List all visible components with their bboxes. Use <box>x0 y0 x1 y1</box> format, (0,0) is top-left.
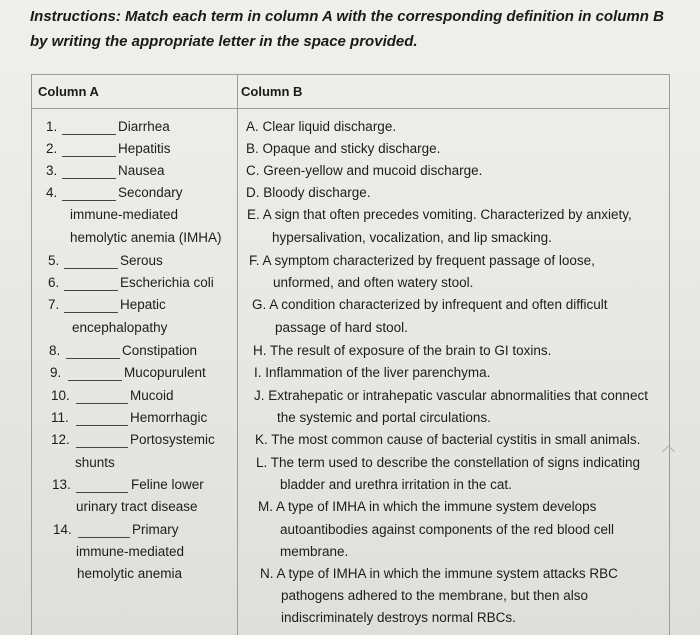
item-number: 12. <box>51 432 70 447</box>
item-number: 6. <box>48 275 60 290</box>
term-continuation: hemolytic anemia <box>77 566 183 581</box>
matching-table <box>31 74 670 635</box>
instructions <box>30 4 690 54</box>
definition-line: A. Clear liquid discharge. <box>246 119 397 134</box>
item-number: 14. <box>53 522 72 537</box>
header-divider <box>32 108 669 109</box>
item-number: 10. <box>51 388 70 403</box>
answer-blank <box>76 425 128 426</box>
term-label: Nausea <box>118 163 165 178</box>
answer-blank <box>62 134 116 135</box>
item-number: 7. <box>48 297 60 312</box>
definition-line: D. Bloody discharge. <box>246 185 371 200</box>
definition-line: J. Extrahepatic or intrahepatic vascular abnormalities that connect <box>254 388 648 403</box>
term-label: Primary <box>132 522 179 537</box>
definition-line: bladder and urethra irritation in the cat. <box>280 477 512 492</box>
item-number: 9. <box>50 365 62 380</box>
term-continuation: hemolytic anemia (IMHA) <box>70 230 222 245</box>
term-continuation: shunts <box>75 455 115 470</box>
item-number: 4. <box>46 185 58 200</box>
answer-blank <box>62 156 116 157</box>
item-number: 13. <box>52 477 71 492</box>
answer-blank <box>64 312 118 313</box>
answer-blank <box>64 290 118 291</box>
definition-line: the systemic and portal circulations. <box>277 410 491 425</box>
item-number: 1. <box>46 119 58 134</box>
term-continuation: encephalopathy <box>72 320 168 335</box>
term-continuation: urinary tract disease <box>76 499 198 514</box>
term-continuation: immune-mediated <box>76 544 185 559</box>
item-number: 8. <box>49 343 61 358</box>
definition-line: hypersalivation, vocalization, and lip smacking. <box>272 230 552 245</box>
term-label: Hepatitis <box>118 141 171 156</box>
definition-line: unformed, and often watery stool. <box>273 275 474 290</box>
definition-line: autoantibodies against components of the red blood cell <box>280 522 614 537</box>
definition-line: C. Green-yellow and mucoid discharge. <box>246 163 483 178</box>
definition-line: membrane. <box>280 544 349 559</box>
item-number: 11. <box>51 410 69 425</box>
definition-line: H. The result of exposure of the brain to GI toxins. <box>253 343 552 358</box>
term-label: Constipation <box>122 343 198 358</box>
definition-line: M. A type of IMHA in which the immune system develops <box>258 499 597 514</box>
term-label: Serous <box>120 253 163 268</box>
term-label: Mucoid <box>130 388 174 403</box>
term-label: Secondary <box>118 185 183 200</box>
term-label: Hepatic <box>120 297 166 312</box>
term-label: Portosystemic <box>130 432 215 447</box>
definition-line: B. Opaque and sticky discharge. <box>246 141 441 156</box>
term-label: Diarrhea <box>118 119 170 134</box>
definition-line: pathogens adhered to the membrane, but then also <box>281 588 588 603</box>
term-continuation: immune-mediated <box>70 207 179 222</box>
definition-line: F. A symptom characterized by frequent passage of loose, <box>249 253 595 268</box>
answer-blank <box>66 358 120 359</box>
term-label: Feline lower <box>131 477 204 492</box>
instructions-line-2: by writing the appropriate letter in the space provided. <box>30 33 418 50</box>
term-label: Escherichia coli <box>120 275 214 290</box>
answer-blank <box>76 403 128 404</box>
column-b-header: Column B <box>241 84 303 99</box>
instructions-line-1: Instructions: Match each term in column A with the corresponding definition in column B <box>30 8 664 25</box>
definition-line: I. Inflammation of the liver parenchyma. <box>254 365 491 380</box>
answer-blank <box>76 492 128 493</box>
item-number: 2. <box>46 141 58 156</box>
answer-blank <box>78 537 130 538</box>
answer-blank <box>62 200 116 201</box>
answer-blank <box>76 447 128 448</box>
column-divider <box>237 75 238 635</box>
item-number: 5. <box>48 253 60 268</box>
definition-line: indiscriminately destroys normal RBCs. <box>281 610 516 625</box>
definition-line: G. A condition characterized by infrequent and often difficult <box>252 297 608 312</box>
answer-blank <box>64 268 118 269</box>
term-label: Mucopurulent <box>124 365 206 380</box>
term-label: Hemorrhagic <box>130 410 208 425</box>
answer-blank <box>68 380 122 381</box>
answer-blank <box>62 178 116 179</box>
definition-line: passage of hard stool. <box>275 320 408 335</box>
definition-line: N. A type of IMHA in which the immune system attacks RBC <box>260 566 618 581</box>
definition-line: L. The term used to describe the constellation of signs indicating <box>256 455 640 470</box>
item-number: 3. <box>46 163 58 178</box>
column-a-header: Column A <box>38 84 99 99</box>
definition-line: E. A sign that often precedes vomiting. Characterized by anxiety, <box>247 207 632 222</box>
definition-line: K. The most common cause of bacterial cystitis in small animals. <box>255 432 641 447</box>
